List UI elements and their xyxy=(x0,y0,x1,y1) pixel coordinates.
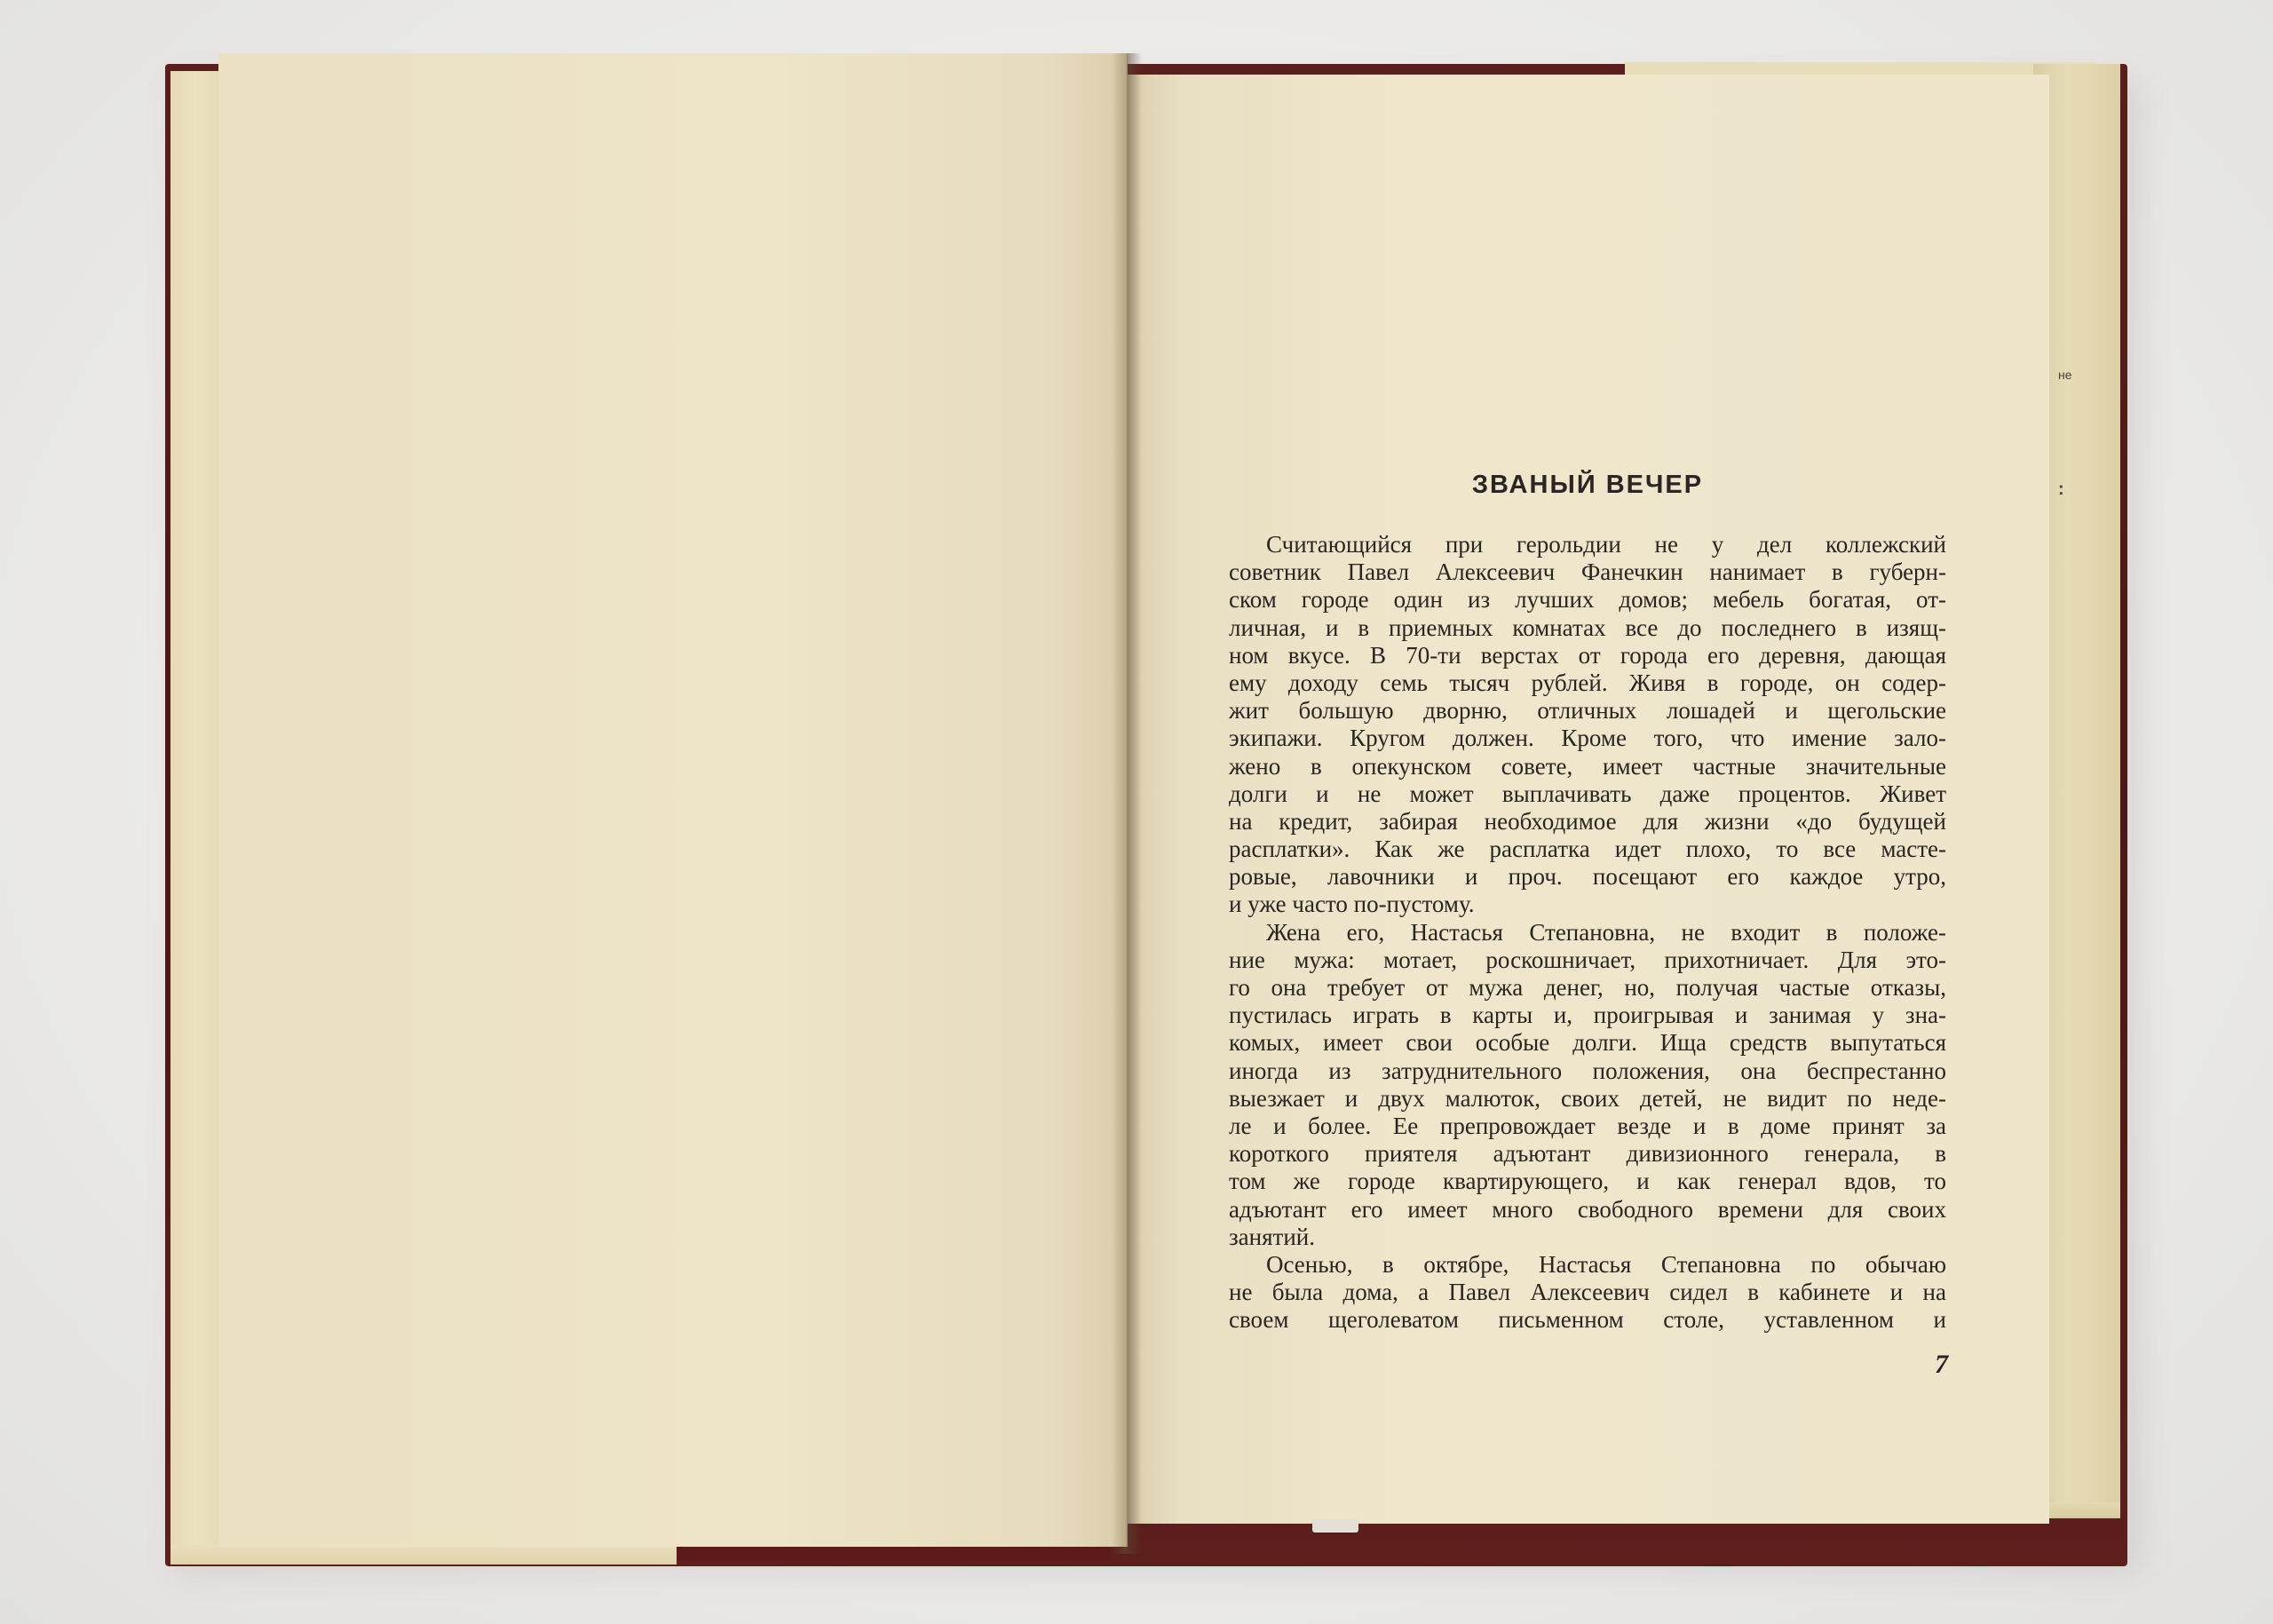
text-line: Считающийся при герольдии не у дел коллежский xyxy=(1266,531,1946,558)
text-line: личная, и в приемных комнатах все до последнего в изящ- xyxy=(1229,614,1946,641)
text-line: Осенью, в октябре, Настасья Степановна по обычаю xyxy=(1266,1250,1946,1278)
text-line: ему доходу семь тысяч рублей. Живя в городе, он содер- xyxy=(1229,669,1946,696)
text-line: ном вкусе. В 70-ти верстах от города его деревня, дающая xyxy=(1229,641,1946,669)
text-line: жено в опекунском совете, имеет частные значительные xyxy=(1229,752,1946,780)
text-line: ровые, лавочники и проч. посещают его каждое утро, xyxy=(1229,863,1946,891)
text-line: иногда из затруднительного положения, она беспрестанно xyxy=(1229,1057,1946,1084)
text-line: жит большую дворню, отличных лошадей и щегольские xyxy=(1229,697,1946,725)
bookmark-ribbon xyxy=(1312,1520,1358,1533)
text-line: го она требует от мужа денег, но, получая частые отказы, xyxy=(1229,974,1946,1001)
text-line: ние мужа: мотает, роскошничает, прихотничает. Для это- xyxy=(1229,946,1946,973)
text-line: долги и не может выплачивать даже процентов. Живет xyxy=(1229,780,1946,807)
text-line: и уже часто по-пустому. xyxy=(1229,891,1475,918)
book-gutter xyxy=(1112,53,1142,1554)
text-line: экипажи. Кругом должен. Кроме того, что имение зало- xyxy=(1229,725,1946,752)
text-line: короткого приятеля адъютант дивизионного генерала, в xyxy=(1229,1140,1946,1168)
text-line: не была дома, а Павел Алексеевич сидел в кабинете и на xyxy=(1229,1279,1946,1306)
text-line: выезжает и двух малюток, своих детей, не видит по неде- xyxy=(1229,1084,1946,1112)
chapter-title: ЗВАНЫЙ ВЕЧЕР xyxy=(1471,471,1704,499)
body-text xyxy=(1229,531,1946,1334)
edge-text-fragment: не xyxy=(2058,368,2072,382)
text-line: расплатки». Как же расплатка идет плохо, то все масте- xyxy=(1229,836,1946,863)
text-line: занятий. xyxy=(1229,1223,1315,1250)
text-line: адъютант его имеет много свободного времени для своих xyxy=(1229,1195,1946,1223)
text-line: Жена его, Настасья Степановна, не входит в положе- xyxy=(1266,918,1946,946)
text-line: ском городе один из лучших домов; мебель богатая, от- xyxy=(1229,586,1946,614)
text-line: советник Павел Алексеевич Фанечкин нанимает в губерн- xyxy=(1229,558,1946,586)
text-line: комых, имеет свои особые долги. Ища средств выпутаться xyxy=(1229,1029,1946,1057)
left-page-stack-bottom xyxy=(170,1545,677,1565)
text-line: ле и более. Ее препровождает везде и в доме принят за xyxy=(1229,1112,1946,1139)
text-line: на кредит, забирая необходимое для жизни «до будущей xyxy=(1229,807,1946,835)
edge-text-fragment: : xyxy=(2058,479,2064,499)
left-page-blank xyxy=(218,53,1128,1547)
text-line: своем щеголеватом письменном столе, уставленном и xyxy=(1229,1306,1946,1334)
right-page-stack-top xyxy=(1625,62,2095,75)
page-number: 7 xyxy=(1935,1350,1948,1379)
text-line: пустилась играть в карты и, проигрывая и занимая у зна- xyxy=(1229,1002,1946,1029)
text-line: том же городе квартирующего, и как генерал вдов, то xyxy=(1229,1168,1946,1195)
